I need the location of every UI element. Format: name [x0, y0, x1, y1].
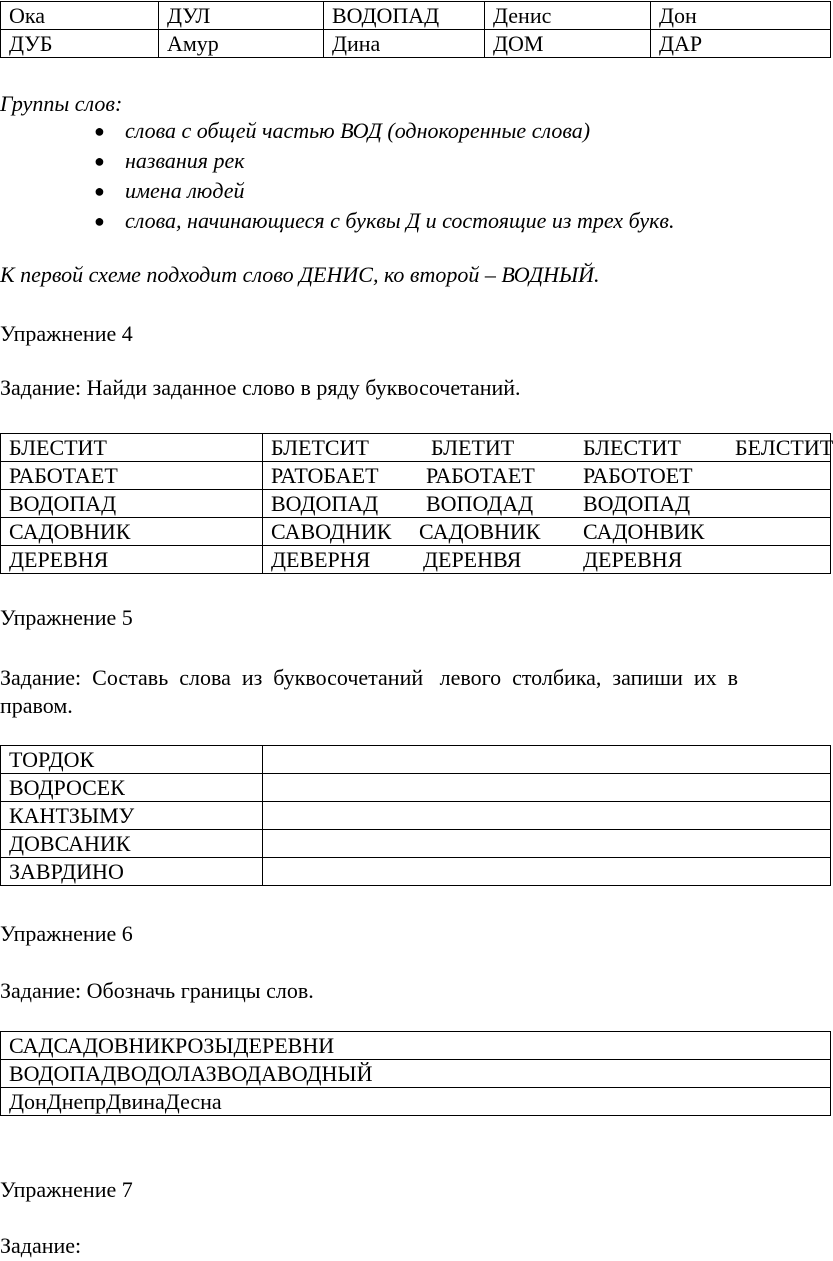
table-cell: ДАР [651, 30, 831, 58]
letter-string: ДонДнепрДвинаДесна [1, 1088, 831, 1116]
table-cell: Дина [324, 30, 485, 58]
bullet-icon: ● [94, 151, 105, 171]
table-row [1, 774, 831, 802]
target-word: БЛЕСТИТ [1, 434, 263, 462]
exercise-5-table [0, 745, 831, 886]
options-cell [263, 434, 831, 462]
option-word: ДЕРЕНВЯ [423, 547, 522, 572]
option-word: БЛЕТСИТ [271, 435, 369, 460]
scrambled-word: ВОДРОСЕК [1, 774, 263, 802]
letter-string: ВОДОПАДВОДОЛАЗВОДАВОДНЫЙ [1, 1060, 831, 1088]
answer-cell[interactable] [263, 858, 831, 886]
table-cell: Амур [159, 30, 324, 58]
option-word: САДОНВИК [583, 519, 705, 544]
list-item: ● слова, начинающиеся с буквы Д и состоящие из трех букв. [0, 206, 674, 236]
options-cell [263, 490, 831, 518]
scrambled-word: ДОВСАНИК [1, 830, 263, 858]
table-row [1, 830, 831, 858]
table-row [1, 518, 831, 546]
option-word: САДОВНИК [419, 519, 541, 544]
table-row [1, 434, 831, 462]
option-word: РАБОТОЕТ [583, 463, 693, 488]
table-row [1, 546, 831, 574]
exercise-6-task: Задание: Обозначь границы слов. [0, 978, 314, 1003]
table-row [1, 1060, 831, 1088]
option-word: САВОДНИК [271, 519, 392, 544]
answer-cell[interactable] [263, 774, 831, 802]
table-row [1, 1088, 831, 1116]
list-item: ● названия рек [0, 146, 674, 176]
exercise-6-title: Упражнение 6 [0, 921, 133, 946]
target-word: РАБОТАЕТ [1, 462, 263, 490]
answer-cell[interactable] [263, 830, 831, 858]
groups-list [0, 116, 674, 236]
exercise-5-task-line-2: правом. [0, 693, 73, 718]
answer-cell[interactable] [263, 746, 831, 774]
options-cell [263, 462, 831, 490]
option-word: ДЕВЕРНЯ [271, 547, 371, 572]
exercise-4-task: Задание: Найди заданное слово в ряду буквосочетаний. [0, 375, 521, 400]
letter-string: САДСАДОВНИКРОЗЫДЕРЕВНИ [1, 1032, 831, 1060]
table-row [1, 1032, 831, 1060]
exercise-7-task: Задание: [0, 1233, 82, 1258]
table-cell: ДУБ [1, 30, 159, 58]
scrambled-word: ТОРДОК [1, 746, 263, 774]
table-cell: ВОДОПАД [324, 2, 485, 30]
target-word: САДОВНИК [1, 518, 263, 546]
top-word-table [0, 1, 831, 58]
table-row [1, 858, 831, 886]
bullet-icon: ● [94, 121, 105, 141]
scrambled-word: КАНТЗЫМУ [1, 802, 263, 830]
groups-heading: Группы слов: [0, 91, 123, 116]
exercise-5-task-line-1: Задание: Составь слова из буквосочетаний левого столбика, запиши их в [0, 665, 739, 690]
scrambled-word: ЗАВРДИНО [1, 858, 263, 886]
options-cell [263, 518, 831, 546]
option-word: БЛЕТИТ [431, 435, 515, 460]
table-row [1, 802, 831, 830]
target-word: ВОДОПАД [1, 490, 263, 518]
exercise-5-title: Упражнение 5 [0, 605, 133, 630]
list-item: ● слова с общей частью ВОД (однокоренные слова) [0, 116, 674, 146]
target-word: ДЕРЕВНЯ [1, 546, 263, 574]
option-word: ВОДОПАД [583, 491, 691, 516]
exercise-6-table [0, 1031, 831, 1116]
answer-cell[interactable] [263, 802, 831, 830]
table-cell: Дон [651, 2, 831, 30]
option-word: БЕЛСТИТ [735, 435, 833, 460]
table-cell: Денис [485, 2, 651, 30]
exercise-4-title: Упражнение 4 [0, 321, 133, 346]
option-word: БЛЕСТИТ [583, 435, 681, 460]
table-row [1, 30, 831, 58]
table-row [1, 746, 831, 774]
option-word: РАБОТАЕТ [426, 463, 535, 488]
conclusion-text: К первой схеме подходит слово ДЕНИС, ко второй – ВОДНЫЙ. [0, 262, 600, 287]
exercise-4-table [0, 433, 831, 574]
option-word: ДЕРЕВНЯ [583, 547, 683, 572]
exercise-7-title: Упражнение 7 [0, 1177, 133, 1202]
table-row [1, 490, 831, 518]
options-cell [263, 546, 831, 574]
option-word: ВОДОПАД [271, 491, 379, 516]
option-word: ВОПОДАД [426, 491, 534, 516]
table-cell: Ока [1, 2, 159, 30]
list-item: ● имена людей [0, 176, 674, 206]
table-cell: ДУЛ [159, 2, 324, 30]
bullet-icon: ● [94, 181, 105, 201]
option-word: РАТОБАЕТ [271, 463, 379, 488]
bullet-icon: ● [94, 211, 105, 231]
table-cell: ДОМ [485, 30, 651, 58]
table-row [1, 2, 831, 30]
table-row [1, 462, 831, 490]
